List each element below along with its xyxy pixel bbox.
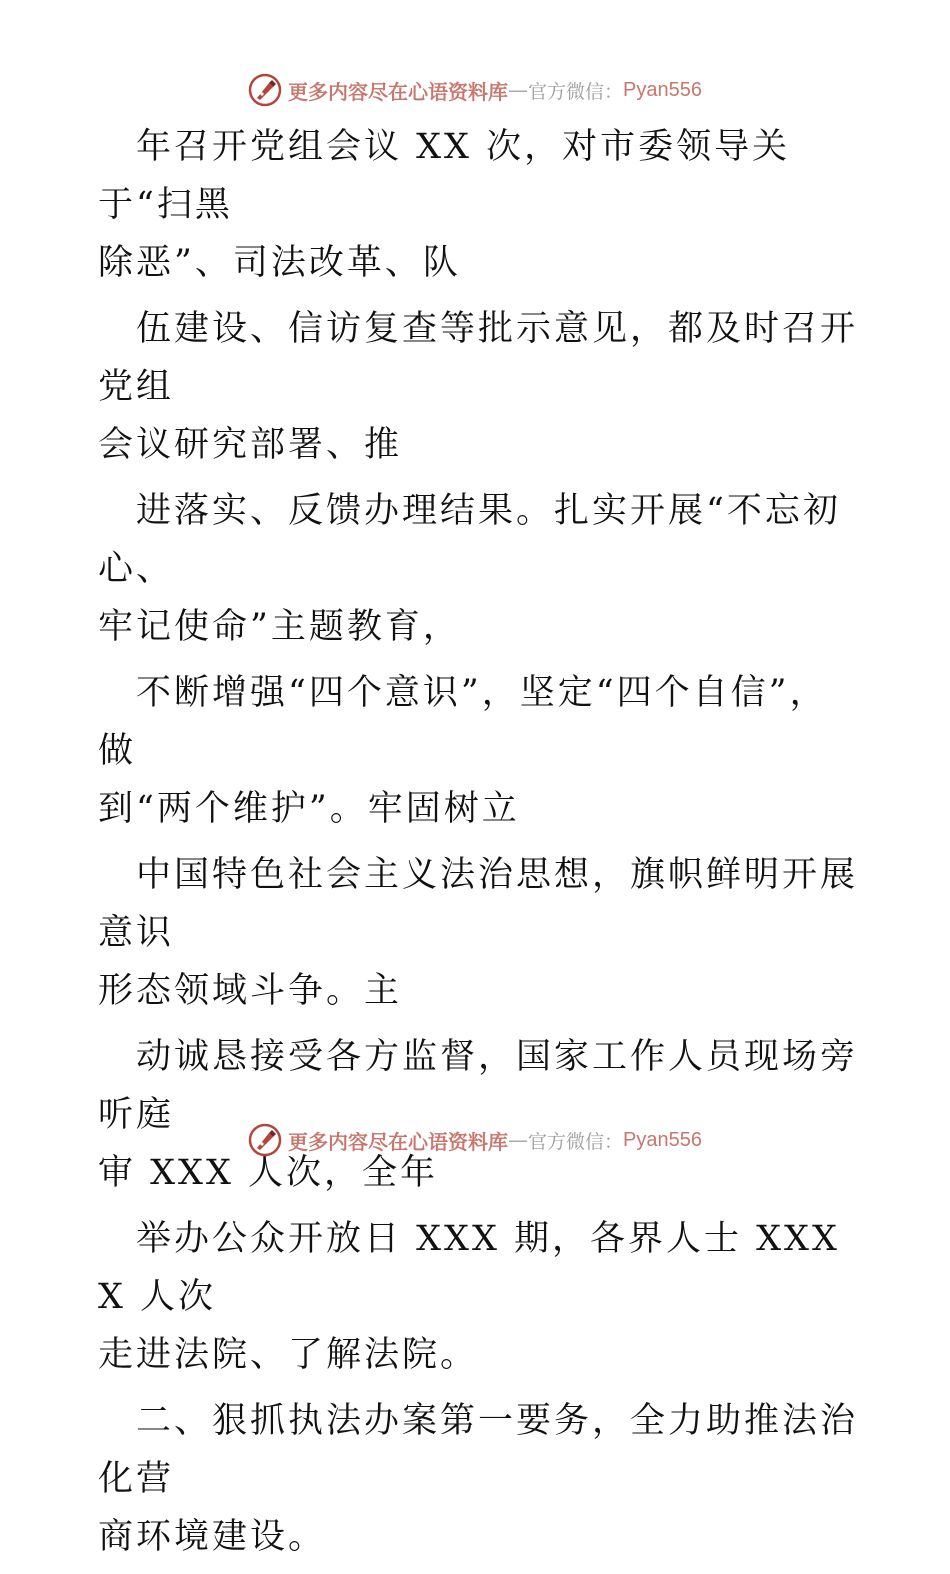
footer-brand-text: 更多内容尽在心语资料库 [288, 1129, 508, 1154]
paragraph-line: 不断增强“四个意识”，坚定“四个自信”，做 [98, 673, 828, 771]
footer-wechat-label: 官方微信： [528, 1130, 624, 1153]
footer-banner [0, 1120, 950, 1160]
paragraph [98, 664, 858, 838]
paragraph-line: 中国特色社会主义法治思想，旗帜鲜明开展意识 [98, 855, 859, 953]
paragraph [98, 1028, 858, 1202]
header-wechat-label: 官方微信： [528, 80, 624, 103]
footer-wechat-id: Pyan556 [623, 1128, 702, 1151]
paragraph [98, 846, 858, 1020]
header-separator: — [508, 78, 528, 102]
paragraph-line: 形态领域斗争。主 [98, 971, 403, 1011]
paragraph-line: 举办公众开放日 XXX 期，各界人士 XXXX 人次 [98, 1219, 840, 1317]
footer-separator: — [508, 1128, 528, 1152]
paragraph-line: 走进法院、了解法院。 [98, 1335, 479, 1375]
paragraph-line: 审 XXX 人次，全年 [98, 1153, 439, 1193]
header-brand-text: 更多内容尽在心语资料库 [288, 79, 508, 104]
paragraph-line: 年召开党组会议 XX 次，对市委领导关于“扫黑 [98, 127, 791, 225]
paragraph-line: 牢记使命”主题教育， [98, 607, 461, 647]
paragraph-line: 二、狠抓执法办案第一要务，全力助推法治化营 [98, 1401, 859, 1499]
paragraph-line: 会议研究部署、推 [98, 425, 403, 465]
header-wechat-id: Pyan556 [623, 78, 702, 101]
paragraph-line: 伍建设、信访复查等批示意见，都及时召开党组 [98, 309, 859, 407]
fountain-pen-seal-icon [248, 1123, 282, 1157]
paragraph-line: 进落实、反馈办理结果。扎实开展“不忘初心、 [98, 491, 841, 589]
fountain-pen-seal-icon [248, 73, 282, 107]
paragraph [98, 118, 858, 292]
paragraph-line: 到“两个维护”。牢固树立 [98, 789, 520, 829]
paragraph-line: 动诚恳接受各方监督，国家工作人员现场旁听庭 [98, 1037, 859, 1135]
document-body [98, 118, 858, 1574]
paragraph [98, 1210, 858, 1384]
paragraph [98, 482, 858, 656]
paragraph-line: 除恶”、司法改革、队 [98, 243, 461, 283]
paragraph-line: 商环境建设。 [98, 1517, 327, 1557]
header-banner [0, 70, 950, 110]
paragraph [98, 300, 858, 474]
section-heading [98, 1392, 858, 1566]
